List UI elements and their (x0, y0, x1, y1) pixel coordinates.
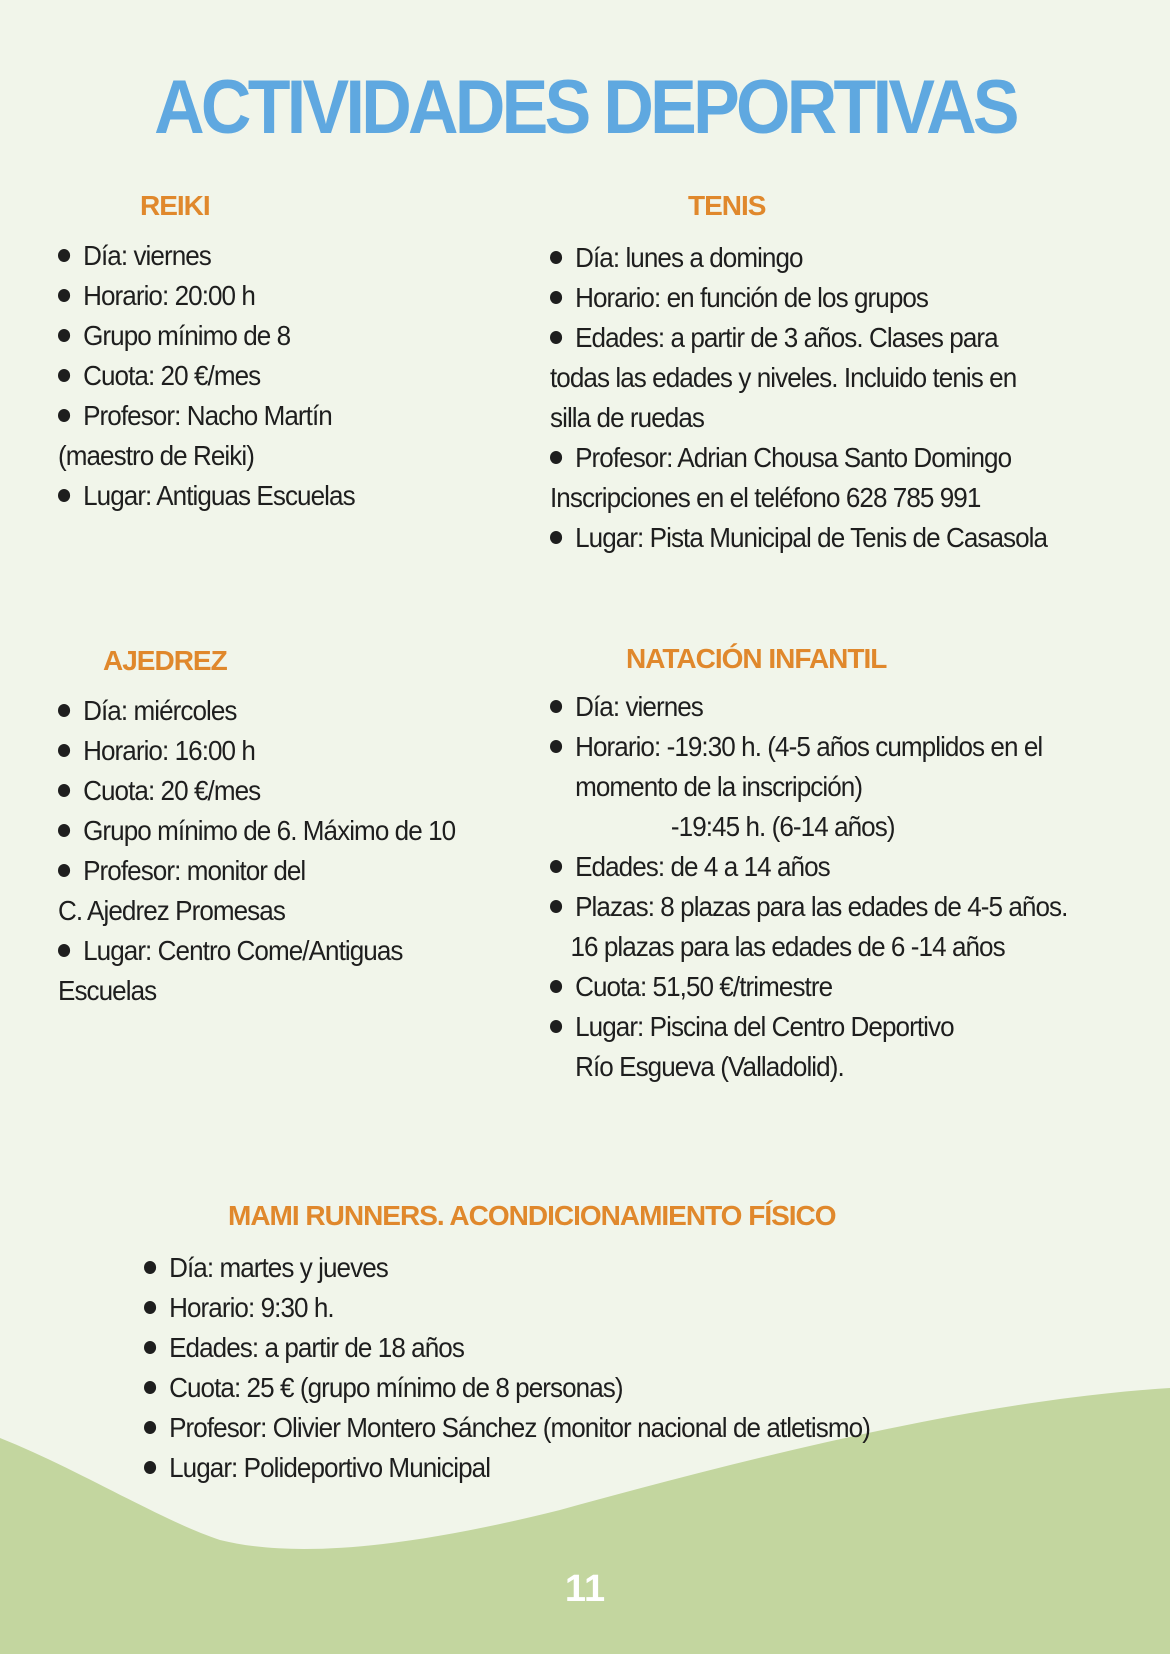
section-mami-runners (144, 1200, 925, 1488)
list-item-continuation: 16 plazas para las edades de 6 -14 años (570, 931, 1005, 962)
list-item: Profesor: monitor del (58, 851, 455, 891)
list-item-continuation: Río Esgueva (Valladolid). (575, 1051, 844, 1082)
list-item-continuation: (maestro de Reiki) (58, 440, 254, 471)
section-heading-tenis: TENIS (688, 190, 766, 221)
list-item: Lugar: Polideportivo Municipal (144, 1448, 870, 1488)
section-heading-natacion: NATACIÓN INFANTIL (626, 643, 887, 674)
list-item: Día: viernes (550, 687, 1067, 727)
list-item: Profesor: Olivier Montero Sánchez (monitor nacional de atletismo) (144, 1408, 870, 1448)
list-item: Edades: a partir de 18 años (144, 1328, 870, 1368)
page-number: 11 (564, 1568, 606, 1610)
list-item: Horario: 20:00 h (58, 276, 355, 316)
list-item-continuation: Inscripciones en el teléfono 628 785 991 (550, 482, 981, 513)
list-item: Plazas: 8 plazas para las edades de 4-5 años. (550, 887, 1067, 927)
list-item-continuation: todas las edades y niveles. Incluido tenis en (550, 362, 1017, 393)
list-item-continuation: Escuelas (58, 975, 157, 1006)
list-item: Horario: en función de los grupos (550, 278, 1047, 318)
list-item: Día: martes y jueves (144, 1248, 870, 1288)
list-item: Día: miércoles (58, 691, 455, 731)
section-natacion-infantil (550, 643, 1106, 1087)
list-item-continuation: silla de ruedas (550, 402, 704, 433)
section-tenis (550, 190, 1084, 558)
list-item-continuation: C. Ajedrez Promesas (58, 895, 285, 926)
list-item: Grupo mínimo de 6. Máximo de 10 (58, 811, 455, 851)
list-item: Día: viernes (58, 236, 355, 276)
page-title: ACTIVIDADES DEPORTIVAS (154, 65, 1016, 150)
section-heading-ajedrez: AJEDREZ (103, 645, 227, 676)
list-item-continuation: momento de la inscripción) (575, 771, 863, 802)
list-item: Edades: a partir de 3 años. Clases para (550, 318, 1047, 358)
list-item: Profesor: Adrian Chousa Santo Domingo (550, 438, 1047, 478)
list-item-continuation: -19:45 h. (6-14 años) (670, 811, 895, 842)
section-heading-mami-runners: MAMI RUNNERS. ACONDICIONAMIENTO FÍSICO (228, 1200, 836, 1231)
list-item: Cuota: 25 € (grupo mínimo de 8 personas) (144, 1368, 870, 1408)
section-reiki (58, 190, 377, 516)
list-item: Horario: -19:30 h. (4-5 años cumplidos en el (550, 727, 1067, 767)
list-item: Lugar: Piscina del Centro Deportivo (550, 1007, 1067, 1047)
list-item: Lugar: Centro Come/Antiguas (58, 931, 455, 971)
list-item: Lugar: Antiguas Escuelas (58, 476, 355, 516)
list-item: Lugar: Pista Municipal de Tenis de Casasola (550, 518, 1047, 558)
section-heading-reiki: REIKI (140, 190, 210, 221)
list-item: Cuota: 20 €/mes (58, 356, 355, 396)
list-item: Edades: de 4 a 14 años (550, 847, 1067, 887)
list-item: Día: lunes a domingo (550, 238, 1047, 278)
list-item: Horario: 16:00 h (58, 731, 455, 771)
list-item: Cuota: 51,50 €/trimestre (550, 967, 1067, 1007)
list-item: Profesor: Nacho Martín (58, 396, 355, 436)
list-item: Grupo mínimo de 8 (58, 316, 355, 356)
list-item: Cuota: 20 €/mes (58, 771, 455, 811)
section-ajedrez (58, 645, 485, 1011)
list-item: Horario: 9:30 h. (144, 1288, 870, 1328)
